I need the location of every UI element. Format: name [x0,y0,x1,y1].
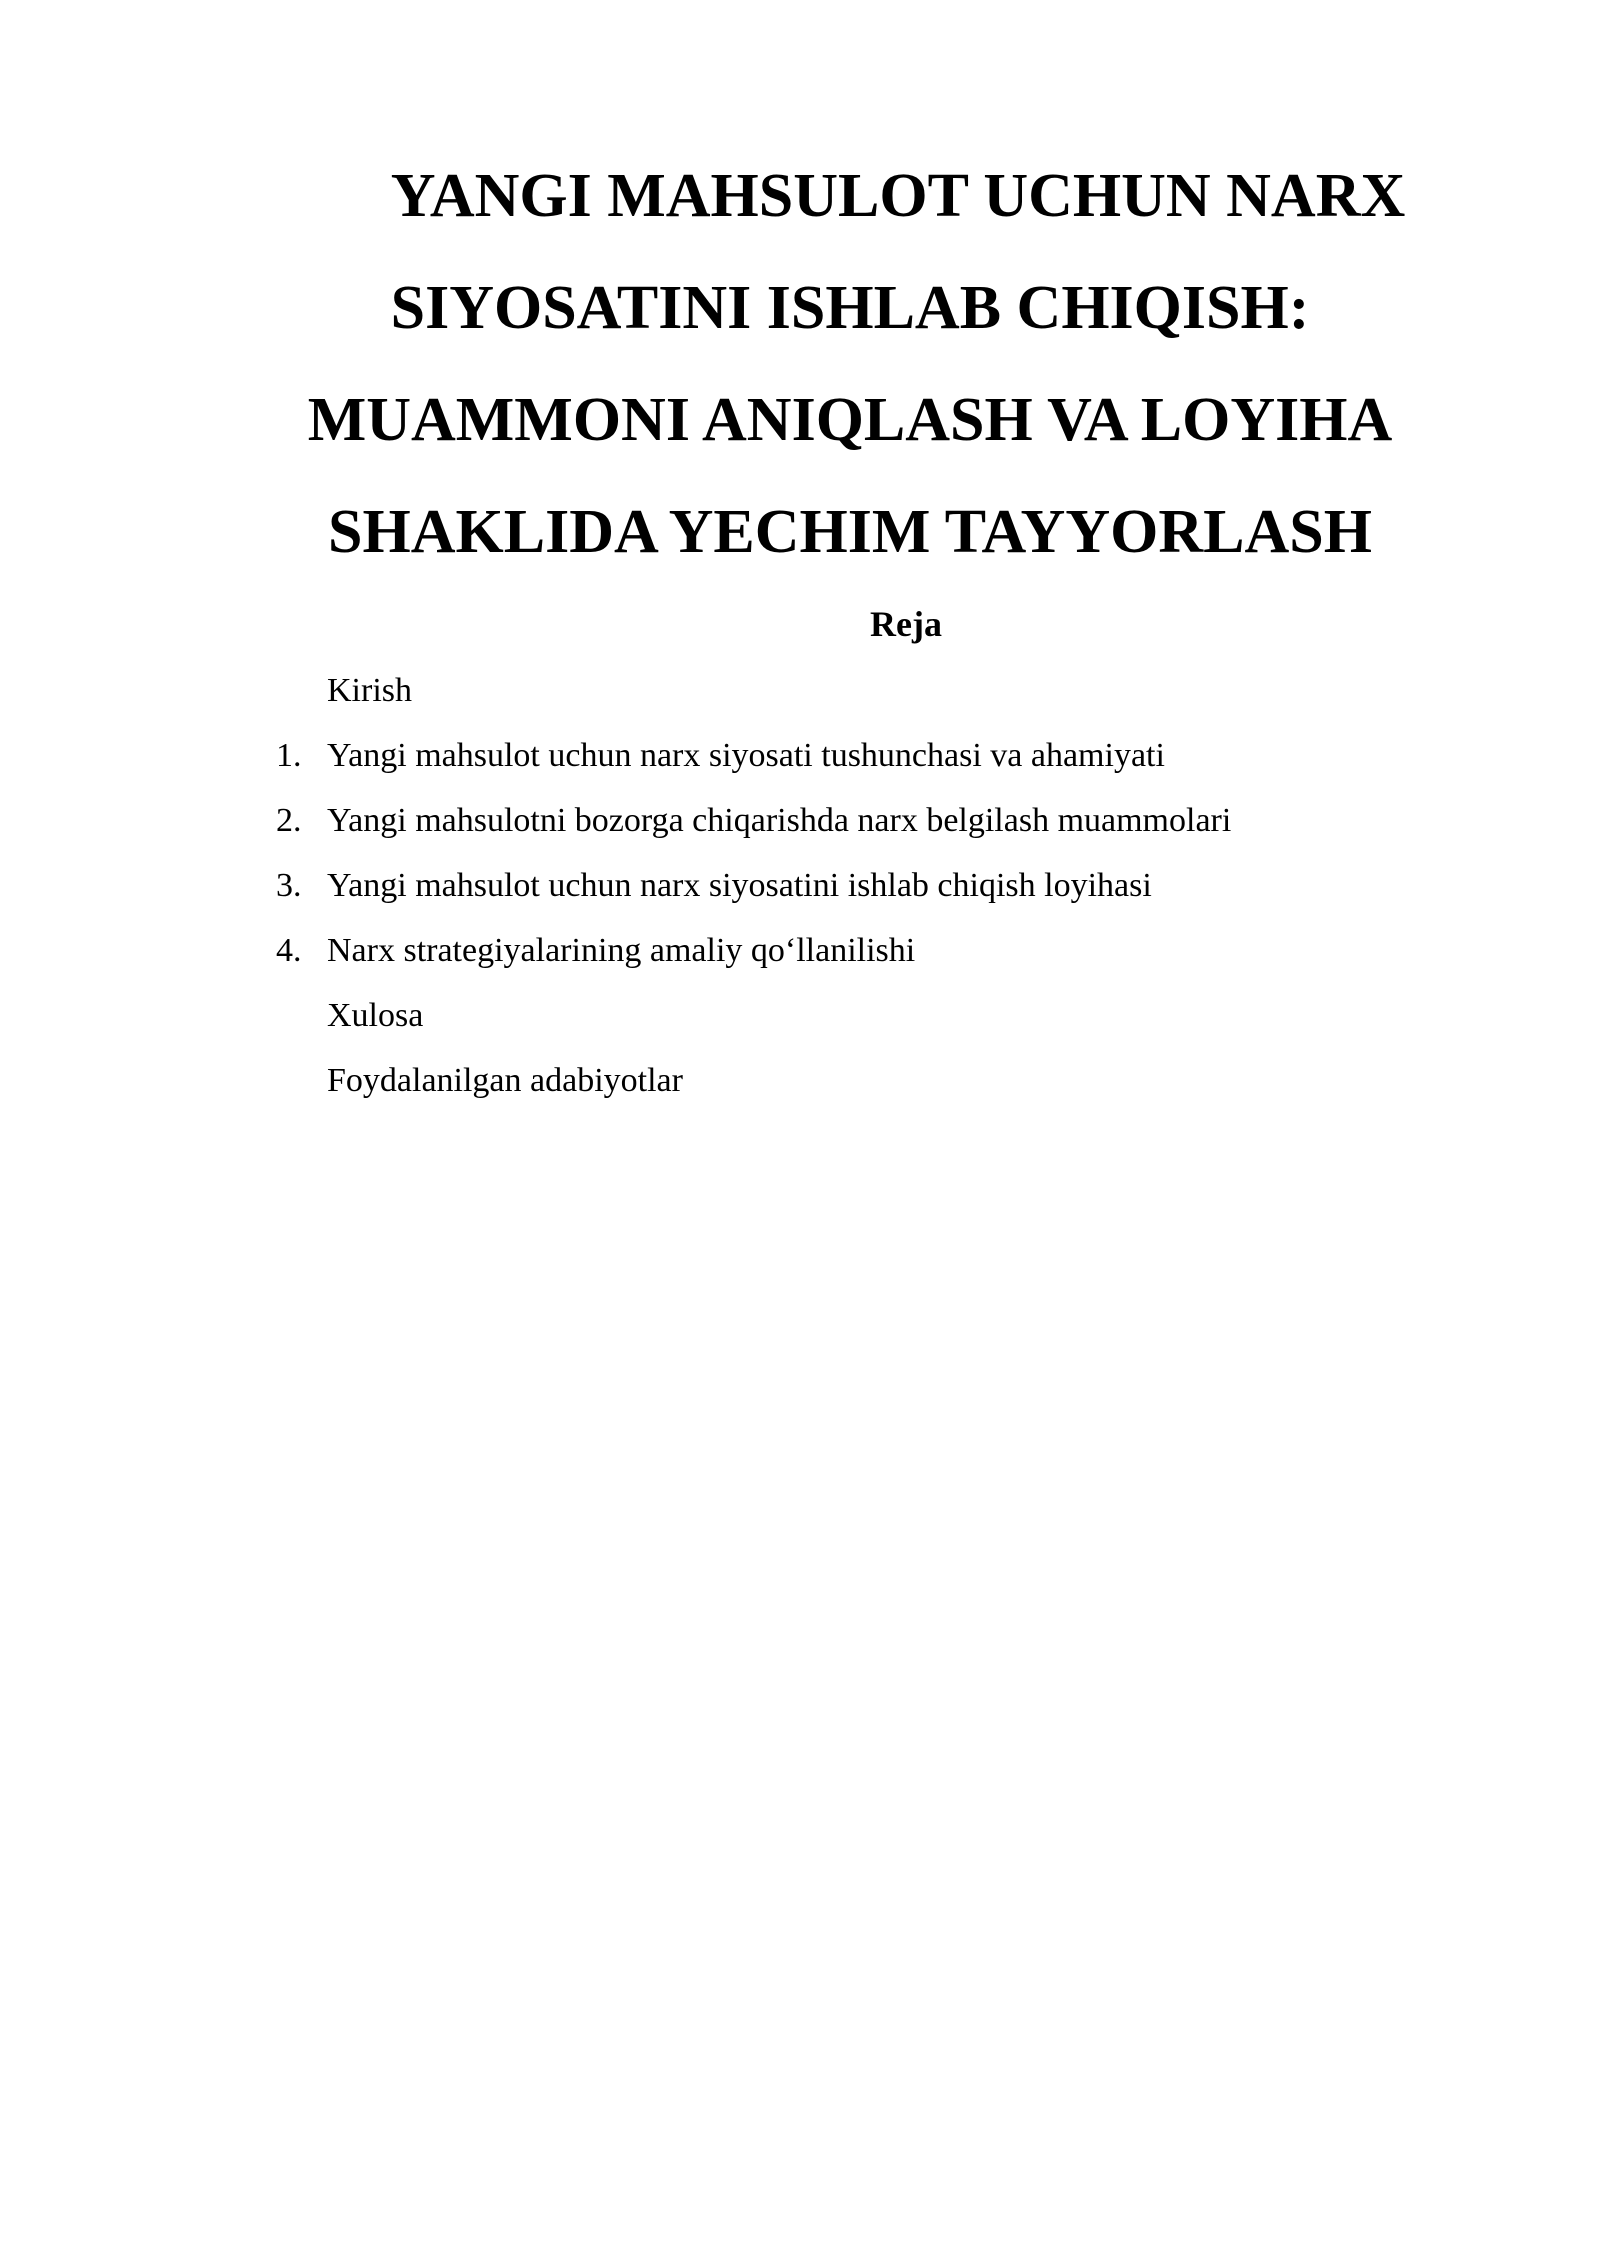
toc-item-label: Yangi mahsulotni bozorga chiqarishda narx belgilash muammolari [327,802,1232,839]
toc-item-2 [0,788,1600,853]
toc-item-label: Xulosa [327,997,424,1034]
toc-item-label: Foydalanilgan adabiyotlar [327,1062,683,1099]
table-of-contents [0,658,1600,1113]
toc-item-conclusion [0,983,1600,1048]
toc-item-number: 4. [276,932,302,969]
toc-item-number: 3. [276,867,302,904]
plan-heading: Reja [870,604,942,644]
toc-item-references [0,1048,1600,1113]
toc-item-introduction [0,658,1600,723]
toc-item-label: Yangi mahsulot uchun narx siyosati tushunchasi va ahamiyati [327,737,1165,774]
toc-item-label: Narx strategiyalarining amaliy qo‘llanilishi [327,932,916,969]
toc-item-label: Kirish [327,672,412,709]
toc-item-3 [0,853,1600,918]
document-title: YANGI MAHSULOT UCHUN NARX SIYOSATINI ISHLAB CHIQISH: MUAMMONI ANIQLASH VA LOYIHA SHAKLIDA YECHIM TAYYORLASH [307,162,1406,566]
toc-item-number: 2. [276,802,302,839]
toc-item-4 [0,918,1600,983]
toc-item-number: 1. [276,737,302,774]
toc-item-1 [0,723,1600,788]
toc-item-label: Yangi mahsulot uchun narx siyosatini ishlab chiqish loyihasi [327,867,1152,904]
